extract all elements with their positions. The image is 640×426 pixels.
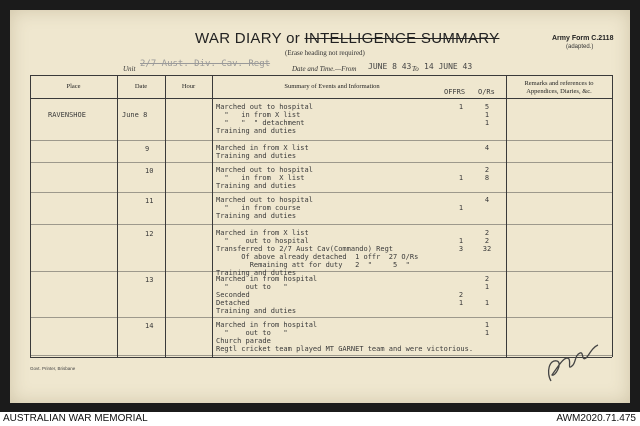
entry-ors: 1 [484, 321, 490, 329]
col-rule-summary [212, 75, 213, 357]
unit-value: 2/7 Aust. Div. Cav. Regt [140, 59, 271, 69]
datetime-label: Date and Time.—From [292, 65, 357, 73]
entry-divider [30, 317, 612, 318]
entry-place: RAVENSHOE [48, 111, 86, 119]
signature [543, 337, 603, 387]
entry-ors: 2 [484, 237, 490, 245]
entry-ors: 5 [484, 103, 490, 111]
entry-line: " out to hospital [216, 237, 309, 245]
entry-ors: 2 [484, 229, 490, 237]
entry-line: Detached [216, 299, 250, 307]
entry-offrs: 2 [458, 291, 464, 299]
footer-accession: AWM2020.71.475 [556, 413, 636, 424]
entry-line: Seconded [216, 291, 250, 299]
entry-line: Marched in from hospital [216, 275, 318, 283]
entry-ors: 2 [484, 275, 490, 283]
title-or: or [286, 30, 301, 47]
header-offrs: OFFRS [444, 88, 466, 96]
entry-line: Training and duties [216, 127, 297, 135]
entry-line: Of above already detached 1 offr 27 O/Rs [216, 253, 419, 261]
entry-date: 13 [145, 276, 154, 284]
entry-ors: 4 [484, 144, 490, 152]
caption-bar [0, 412, 640, 426]
entry-ors: 4 [484, 196, 490, 204]
unit-label: Unit [123, 65, 136, 73]
printer-imprint: Govt. Printer, Brisbane [30, 366, 76, 371]
header-hour: Hour [181, 83, 196, 90]
entry-ors: 1 [484, 111, 490, 119]
entry-date: 12 [145, 230, 154, 238]
title-war-diary: WAR DIARY [195, 30, 282, 47]
entry-line: Marched in from X list [216, 144, 309, 152]
entry-ors: 32 [482, 245, 492, 253]
header-ors: O/Rs [478, 88, 495, 96]
entry-ors: 1 [484, 119, 490, 127]
entry-line: Training and duties [216, 307, 297, 315]
header-date: Date [134, 83, 148, 90]
erase-note: (Erase heading not required) [285, 49, 365, 57]
entry-line: Marched out to hospital [216, 166, 313, 174]
to-label: To [412, 65, 419, 73]
to-date: 14 JUNE 43 [424, 62, 473, 71]
entry-line: Training and duties [216, 212, 297, 220]
entry-line: Training and duties [216, 182, 297, 190]
entry-line: Marched out to hospital [216, 103, 313, 111]
entry-date: 11 [145, 197, 154, 205]
col-rule-date [117, 75, 118, 357]
entry-line: Regtl cricket team played MT GARNET team and were victorious. [216, 345, 474, 353]
from-date: JUNE 8 43 [368, 62, 412, 71]
adapted-note: (adapted.) [566, 44, 594, 50]
table-bottom-rule [30, 357, 612, 358]
entry-line: " in from X list [216, 111, 301, 119]
entry-ors: 1 [484, 299, 490, 307]
entry-divider [30, 192, 612, 193]
entry-divider [30, 162, 612, 163]
entry-offrs: 1 [458, 204, 464, 212]
entry-date: June 8 [122, 111, 148, 119]
entry-ors: 1 [484, 283, 490, 291]
page-title [195, 30, 499, 47]
entry-line: " out to " [216, 329, 288, 337]
entry-date: 9 [145, 145, 150, 153]
entry-offrs: 1 [458, 174, 464, 182]
entry-ors: 2 [484, 166, 490, 174]
header-place: Place [66, 83, 81, 90]
entry-divider [30, 355, 612, 356]
entry-line: Transferred to 2/7 Aust Cav(Commando) Regt [216, 245, 394, 253]
entry-line: Marched out to hospital [216, 196, 313, 204]
entry-divider [30, 224, 612, 225]
entry-ors: 8 [484, 174, 490, 182]
col-rule-hour [165, 75, 166, 357]
entry-line: Church parade [216, 337, 271, 345]
entry-divider [30, 140, 612, 141]
entry-offrs: 1 [458, 103, 464, 111]
entry-date: 14 [145, 322, 154, 330]
entry-line: " in from course [216, 204, 301, 212]
entry-line: " out to " [216, 283, 288, 291]
entry-line: " in from X list [216, 174, 305, 182]
entry-line: " " " detachment [216, 119, 305, 127]
col-rule-place [30, 75, 31, 357]
entry-offrs: 1 [458, 299, 464, 307]
col-rule-remarks [506, 75, 507, 357]
col-rule-right [612, 75, 613, 357]
header-summary: Summary of Events and Information [284, 83, 380, 90]
entry-line: Marched in from X list [216, 229, 309, 237]
entry-line: Training and duties [216, 152, 297, 160]
entry-line: Marched in from hospital [216, 321, 318, 329]
entry-line: Remaining att for duty 2 " 5 " [216, 261, 410, 269]
header-remarks: Remarks and references to Appendices, Diaries, &c. [524, 80, 594, 95]
entry-line: Training and duties [216, 269, 297, 277]
entry-date: 10 [145, 167, 154, 175]
entry-offrs: 3 [458, 245, 464, 253]
entry-offrs: 1 [458, 237, 464, 245]
title-intelligence-summary: INTELLIGENCE SUMMARY [304, 30, 500, 47]
entry-divider [30, 271, 612, 272]
entry-ors: 1 [484, 329, 490, 337]
footer-source: AUSTRALIAN WAR MEMORIAL [3, 413, 148, 424]
army-form-number: Army Form C.2118 [552, 35, 614, 42]
